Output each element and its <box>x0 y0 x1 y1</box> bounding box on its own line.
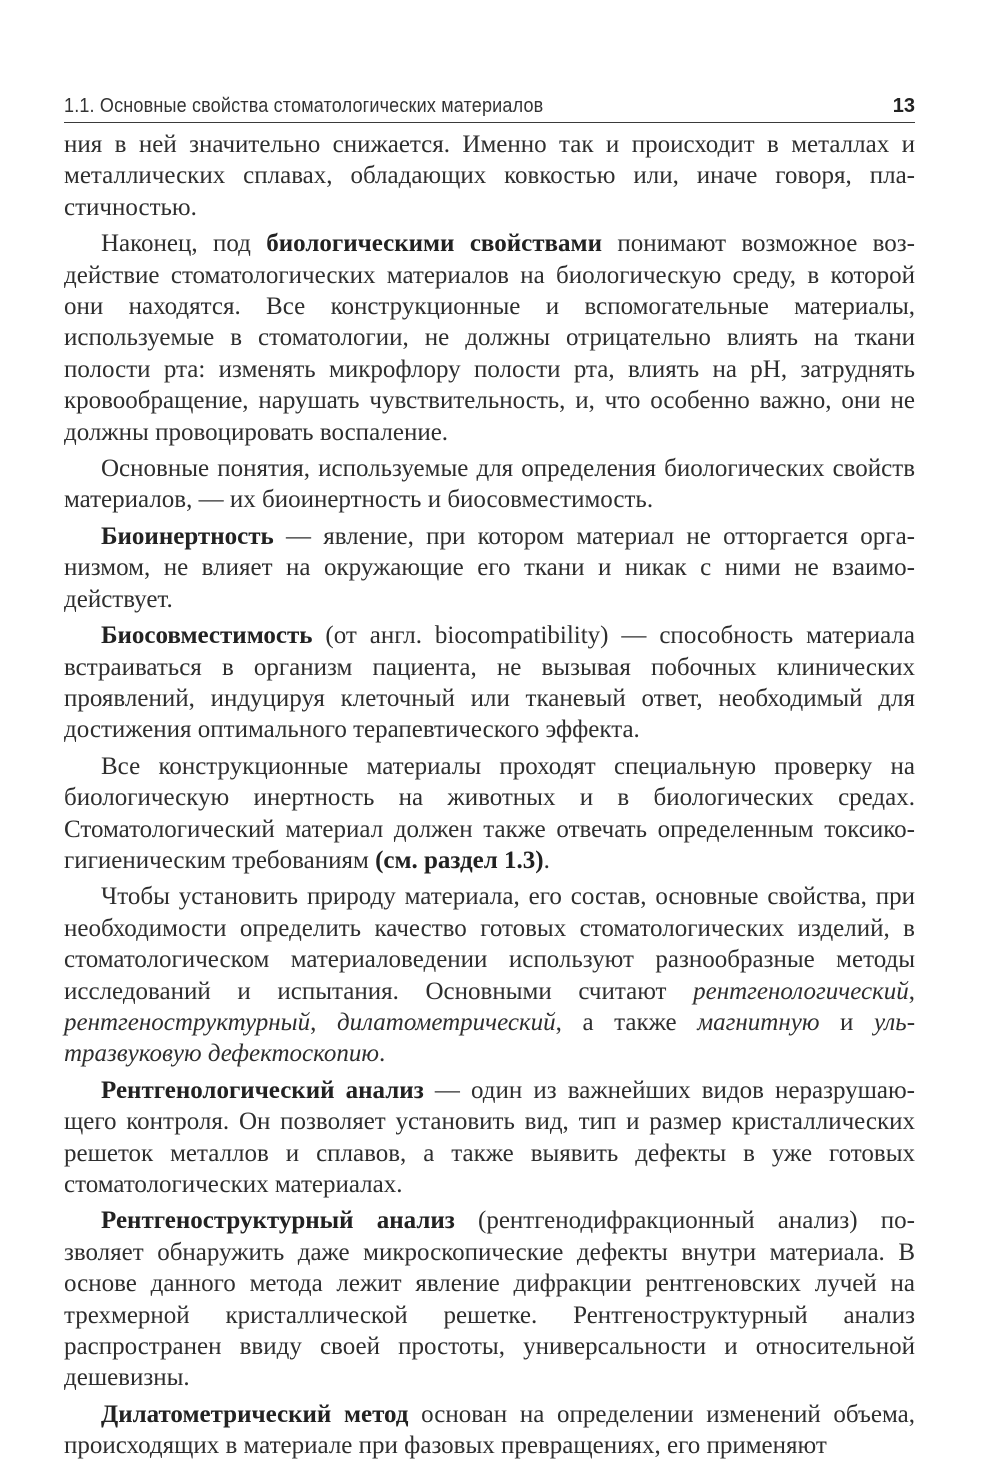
page-number: 13 <box>892 95 915 117</box>
method-dilatometry: дилатометрический <box>336 1008 556 1036</box>
method-xray: рентгенологический <box>693 977 909 1005</box>
paragraph-xrd-analysis: Рентгеноструктурный анализ (рентгенодифракционный анализ) позволяет обнаружить даже микроскопические дефекты внутри материала. В основе данного метода лежит явление дифракции рентгеновских лучей на трехмерной кристаллической решетке. Рентгеноструктурный анализ распространен ввиду своей простоты, универсальности и относительной дешевизны. <box>64 1207 915 1392</box>
method-xrd: рентгеноструктурный <box>64 1008 311 1036</box>
section-title: 1.1. Основные свойства стоматологических материалов <box>64 95 544 117</box>
paragraph-testing: Все конструкционные материалы проходят специальную проверку на биологическую инертность на животных и в биологических средах. Стоматологический материал должен также отвечать определенным токсико-гигиеническим требованиям (см. раздел 1.3). <box>64 752 915 874</box>
term-dilatometric-method: Дилатометрический метод <box>101 1400 409 1428</box>
paragraph-biocompatibility: Биосовместимость (от англ. biocompatibility) — способность материала встраиваться в организм пациента, не вызывая побочных клинических проявлений, индуцируя клеточный или тканевый ответ, необходимый для достижения оптимального терапевтического эффекта. <box>64 622 915 744</box>
paragraph-xray-analysis: Рентгенологический анализ — один из важнейших видов неразрушающего контроля. Он позволяет установить вид, тип и размер кристаллических решеток металлов и сплавов, а также выявить дефекты в уже готовых стоматологических материалах. <box>64 1076 915 1198</box>
term-biocompatibility: Биосовместимость <box>101 622 313 650</box>
term-xrd-analysis: Рентгеноструктурный анализ <box>101 1207 455 1235</box>
body-text <box>64 129 915 1462</box>
method-magnetic: магнитную <box>697 1008 820 1036</box>
book-page <box>64 84 915 1467</box>
paragraph-bioinertness: Биоинертность — явление, при котором материал не отторгается организмом, не влияет на окружающие его ткани и никак с ними не взаимодействует. <box>64 522 915 613</box>
term-xray-analysis: Рентгенологический анализ <box>101 1076 424 1104</box>
method-ultrasonic: ультразвуковую дефектоскопию <box>64 1008 916 1068</box>
paragraph-dilatometric: Дилатометрический метод основан на определении изменений объема, происходящих в материале при фазовых превращениях, его применяют <box>64 1400 915 1460</box>
term-bioinertness: Биоинертность <box>101 522 274 550</box>
term-biological-properties: биологическими свойствами <box>266 230 602 258</box>
cross-reference: (см. раздел 1.3) <box>375 846 544 874</box>
paragraph-continued: ния в ней значительно снижается. Именно так и происходит в металлах и металлических сплавах, обладающих ковкостью или, иначе говоря, пластичностью. <box>64 131 915 221</box>
running-header <box>64 84 915 123</box>
paragraph-basic-concepts: Основные понятия, используемые для определения биологических свойств материалов, — их биоинертность и биосовместимость. <box>64 455 915 514</box>
paragraph-biological-properties: Наконец, под биологическими свойствами понимают возможное воздействие стоматологических материалов на биологическую среду, в которой они находятся. Все конструкционные и вспомогательные материалы, используемые в стоматологии, не должны отрицательно влиять на ткани полости рта: изменять микрофлору полости рта, влиять на pH, затруднять кровообращение, нарушать чувствительность, и, что особенно важно, они не должны провоцировать воспаление. <box>64 230 915 446</box>
paragraph-methods: Чтобы установить природу материала, его состав, основные свойства, при необходимости определить качество готовых стоматологических изделий, в стоматологическом материаловедении используют разнообразные методы исследований и испытания. Основными считают рентгенологический, рентгеноструктурный, дилатометрический, а также магнитную и ультразвуковую дефектоскопию. <box>64 883 916 1068</box>
